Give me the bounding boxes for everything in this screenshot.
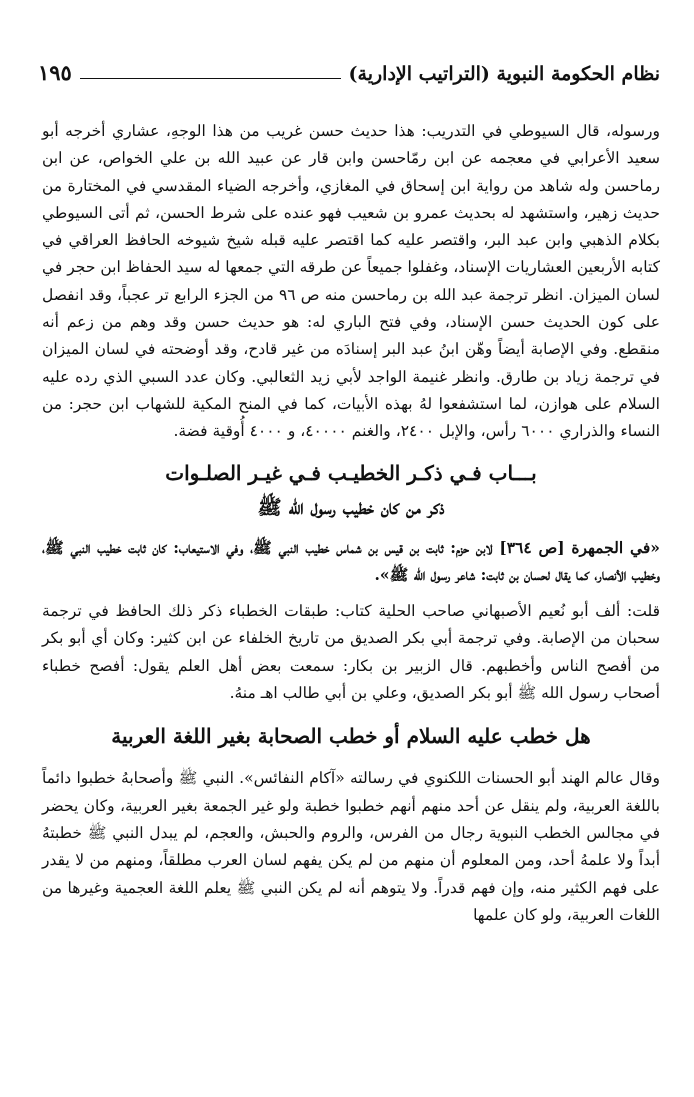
paragraph-laknawi: وقال عالم الهند أبو الحسنات اللكنوي في رسالته «آكام النفائس». النبي ﷺ وأصحابهُ خطبوا دائماً باللغة العربية، ولم ينقل عن أحد منهم أنهم خطبوا خطبة ولو غير الجمعة بغير العربية، وكان يحضر في مجالس الخطب النبوية رجال من الفرس، والروم والحبش، والعجم، لم يبدل النبي ﷺ خطبتهُ أبداً ولا علمهُ أحد، ومن المعلوم أن منهم من لم يكن يفهم لسان العرب مطلقاً، ومنهم من لا يقدر على فهم الكثير منه، وإن فهم قدراً. ولا يتوهم أنه لم يكن النبي ﷺ يعلم اللغة العجمية وغيرها من اللغات العربية، ولو كان علمها	[42, 769, 660, 924]
paragraph-qultu: قلت: ألف أبو نُعيم الأصبهاني صاحب الحلية كتاب: طبقات الخطباء ذكر ذلك الحافظ في ترجمة سحبان من الإصابة. وفي ترجمة أبي بكر الصديق من تاريخ الخلفاء عن ابن كثير: وكان أي أبو بكر من أفصح الناس وأخطبهم. قال الزبير بن بكار: سمعت بعض أهل العلم يقول: أفصح خطباء أصحاب رسول الله ﷺ أبو بكر الصديق، وعلي بن أبي طالب اهـ منهُ.	[42, 602, 660, 703]
section-heading-khatib: ذكر من كان خطيب رسول الله ﷺ	[257, 494, 445, 519]
quote-jamhara: «في الجمهرة [ص ٣٦٤] لابن حزم: ثابت بن قيس بن شماس خطيب النبي ﷺ، وفي الاستيعاب: كان ثابت خطيب النبي ﷺ، وخطيب الأنصار، كما يقال لحسان بن ثابت: شاعر رسول الله ﷺ».	[42, 537, 660, 584]
running-header	[38, 55, 660, 85]
chapter-heading: بـــاب فـي ذكـر الخطيـب فـي غيـر الصلـوات	[165, 460, 537, 485]
page-body	[42, 118, 660, 929]
page-number: ١٩٥	[38, 60, 72, 85]
section-heading-language: هل خطب عليه السلام أو خطب الصحابة بغير اللغة العربية	[111, 724, 591, 749]
paragraph-takhrij: ورسوله، قال السيوطي في التدريب: هذا حديث حسن غريب من هذا الوجهِ، عشاري أخرجه أبو سعيد الأعرابي في معجمه عن ابن رمّاحسن وابن قار عن عبيد الله بن علي الخواص، عن ابن رماحسن وله شاهد من رواية ابن إسحاق في المغازي، وأخرجه الضياء المقدسي في المختارة من حديث زهير، واستشهد له بحديث عمرو بن شعيب فهو عنده على شرط الحسن، ثم أتى السيوطي بكلام الذهبي وابن عبد البر، واقتصر عليه كما اقتصر عليه قبله شيخ شيوخه الحافظ العراقي في كتابه الأربعين العشاريات الإسناد، وغفلوا جميعاً عن طرقه التي جمعها له سيد الحفاظ ابن حجر في لسان الميزان. انظر ترجمة عبد الله بن رماحسن منه ص ٩٦ من الجزء الرابع تر عجباً، وقد انفصل على كون الحديث حسن الإسناد، وفي فتح الباري له: هو حديث حسن وقد وهم من زعم أنه منقطع. وفي الإصابة أيضاً وهّن ابنُ عبد البر إسنادَه من غير قادح، وقد أوضحته في لسان الميزان في ترجمة زياد بن طارق. وانظر غنيمة الواجد لأبي زيد الثعالبي. وكان عدد السبي الذي رده عليه السلام على هوازن، لما استشفعوا لهُ بهذه الأبيات، كما في المنح المكية للشهاب ابن حجر: من النساء والذراري ٦٠٠٠ رأس، والإبل ٢٤٠٠، والغنم ٤٠٠٠٠، و ٤٠٠٠ أُوقية فضة.	[42, 122, 660, 441]
header-rule	[80, 78, 341, 79]
book-title: نظام الحكومة النبوية (التراتيب الإدارية)	[348, 63, 660, 85]
